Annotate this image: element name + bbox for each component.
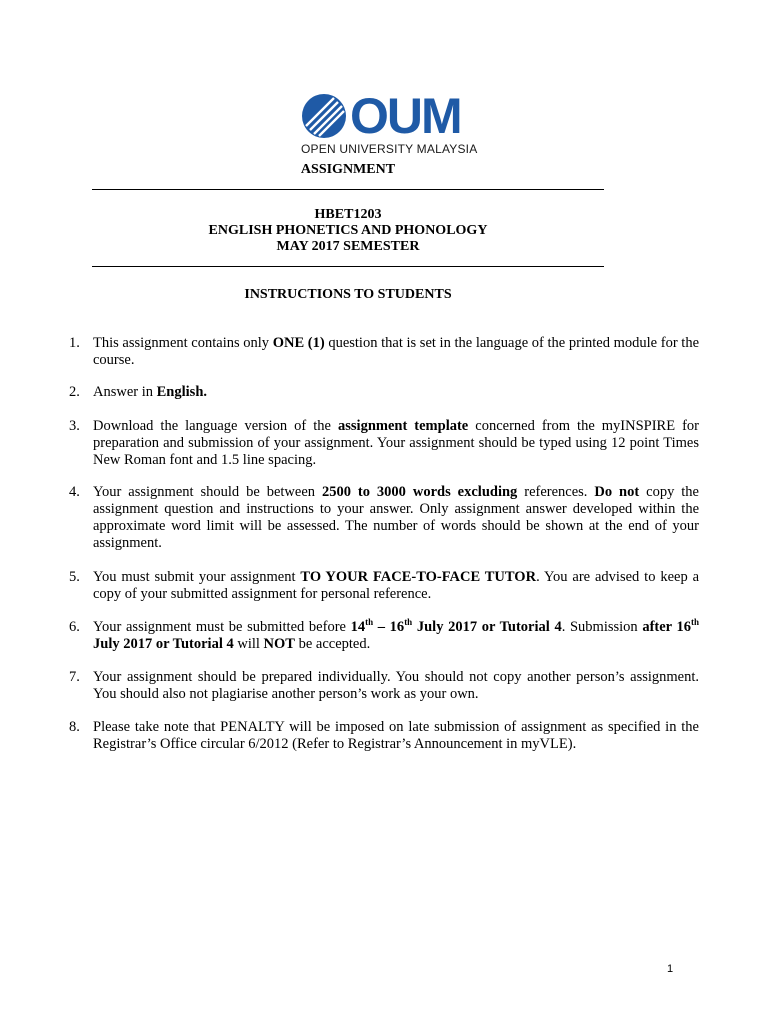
instruction-item: 8. Please take note that PENALTY will be imposed on late submission of assignment as specified in the Registrar’s Office circular 6/2012 (Refer to Registrar’s Announcement in myVLE).: [69, 719, 699, 752]
logo-wordmark: OUM: [350, 88, 461, 144]
instruction-item: 3. Download the language version of the assignment template concerned from the myINSPIRE for preparation and submission of your assignment. Your assignment should be typed using 12 point Times New Roman font and 1.5 line spacing.: [69, 418, 699, 468]
oum-emblem-icon: [300, 92, 348, 140]
oum-logo: [300, 88, 478, 162]
page-number: 1: [667, 963, 674, 975]
semester: MAY 2017 SEMESTER: [276, 239, 420, 254]
doc-type-heading: ASSIGNMENT: [300, 162, 396, 177]
instruction-item: 2. Answer in English.: [69, 384, 208, 400]
course-code: HBET1203: [314, 207, 382, 222]
instruction-item: 6. Your assignment must be submitted before 14th – 16th July 2017 or Tutorial 4. Submission after 16th July 2017 or Tutorial 4 will NOT be accepted.: [69, 617, 700, 652]
course-heading: [92, 207, 604, 255]
course-name: ENGLISH PHONETICS AND PHONOLOGY: [208, 223, 488, 238]
divider: [92, 189, 604, 190]
instruction-item: 5. You must submit your assignment TO YOUR FACE-TO-FACE TUTOR. You are advised to keep a copy of your submitted assignment for personal reference.: [69, 569, 699, 602]
instruction-item: 1. This assignment contains only ONE (1) question that is set in the language of the printed module for the course.: [69, 335, 700, 368]
logo-subtitle: OPEN UNIVERSITY MALAYSIA: [301, 142, 478, 156]
instruction-item: 4. Your assignment should be between 2500 to 3000 words excluding references. Do not copy the assignment question and instructions to your answer. Only assignment answer developed within the approximate word limit will be assessed. The number of words should be shown at the end of your assignment.: [69, 484, 699, 551]
instruction-item: 7. Your assignment should be prepared individually. You should not copy another person’s assignment. You should also not plagiarise another person’s work as your own.: [69, 669, 699, 702]
divider: [92, 266, 604, 267]
instructions-list: [69, 335, 699, 753]
instructions-title: INSTRUCTIONS TO STUDENTS: [244, 287, 452, 302]
